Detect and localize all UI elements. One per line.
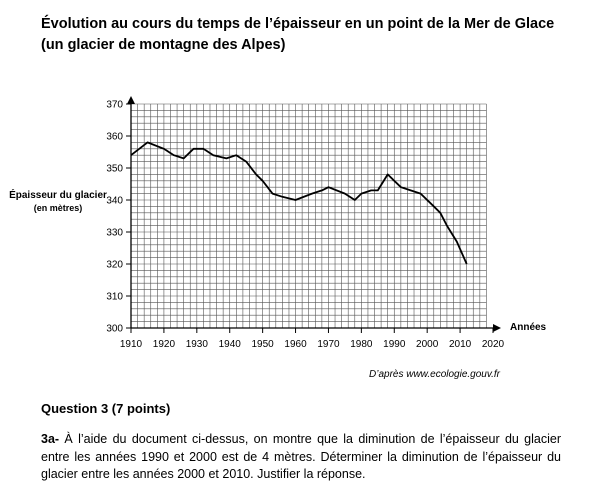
question-heading: Question 3 (7 points) — [41, 401, 171, 416]
question-text — [41, 431, 561, 484]
question-number: 3a- — [41, 432, 60, 446]
x-tick-label: 1940 — [218, 339, 241, 350]
x-tick-label: 2000 — [416, 339, 439, 350]
x-tick-label: 1960 — [284, 339, 307, 350]
y-axis-arrow — [127, 96, 135, 104]
x-tick-label: 1970 — [317, 339, 340, 350]
chart-grid — [131, 104, 486, 328]
series-line — [131, 142, 467, 264]
question-body: À l’aide du document ci-dessus, on montre que la diminution de l’épaisseur du glacier entre les années 1990 et 2000 est de 4 mètres. Déterminer la diminution de l’épaisseur du glacier entre les années 2000 et 2010. Justifier la réponse. — [41, 432, 561, 481]
y-tick-label: 340 — [106, 195, 123, 207]
x-tick-label: 1980 — [350, 339, 373, 350]
x-axis-label: Années — [510, 322, 547, 333]
y-tick-label: 360 — [106, 131, 123, 143]
x-tick-label: 2020 — [481, 339, 505, 350]
chart-series — [131, 142, 467, 264]
x-tick-label: 1950 — [251, 339, 274, 350]
x-tick-label: 1930 — [185, 339, 208, 350]
y-tick-label: 330 — [106, 227, 123, 239]
source-credit: D’après www.ecologie.gouv.fr — [369, 369, 500, 380]
y-tick-label: 320 — [106, 259, 123, 271]
y-tick-label: 300 — [106, 323, 123, 335]
y-tick-label: 370 — [106, 99, 123, 111]
x-tick-label: 1920 — [152, 339, 176, 350]
y-axis-label-unit: (en mètres) — [33, 203, 83, 213]
x-axis-arrow — [493, 324, 501, 332]
chart-axes — [127, 96, 501, 332]
x-tick-label: 2010 — [448, 339, 472, 350]
x-tick-label: 1910 — [119, 339, 143, 350]
chart-ticks — [106, 100, 504, 351]
y-axis-label-title: Épaisseur du glacier — [9, 190, 107, 201]
y-axis-label — [2, 190, 114, 214]
x-tick-label: 1990 — [383, 339, 406, 350]
y-tick-label: 310 — [106, 291, 123, 303]
y-tick-label: 350 — [106, 163, 123, 175]
page-title: Évolution au cours du temps de l’épaisseur en un point de la Mer de Glace (un glacier de montagne des Alpes) — [41, 16, 555, 53]
